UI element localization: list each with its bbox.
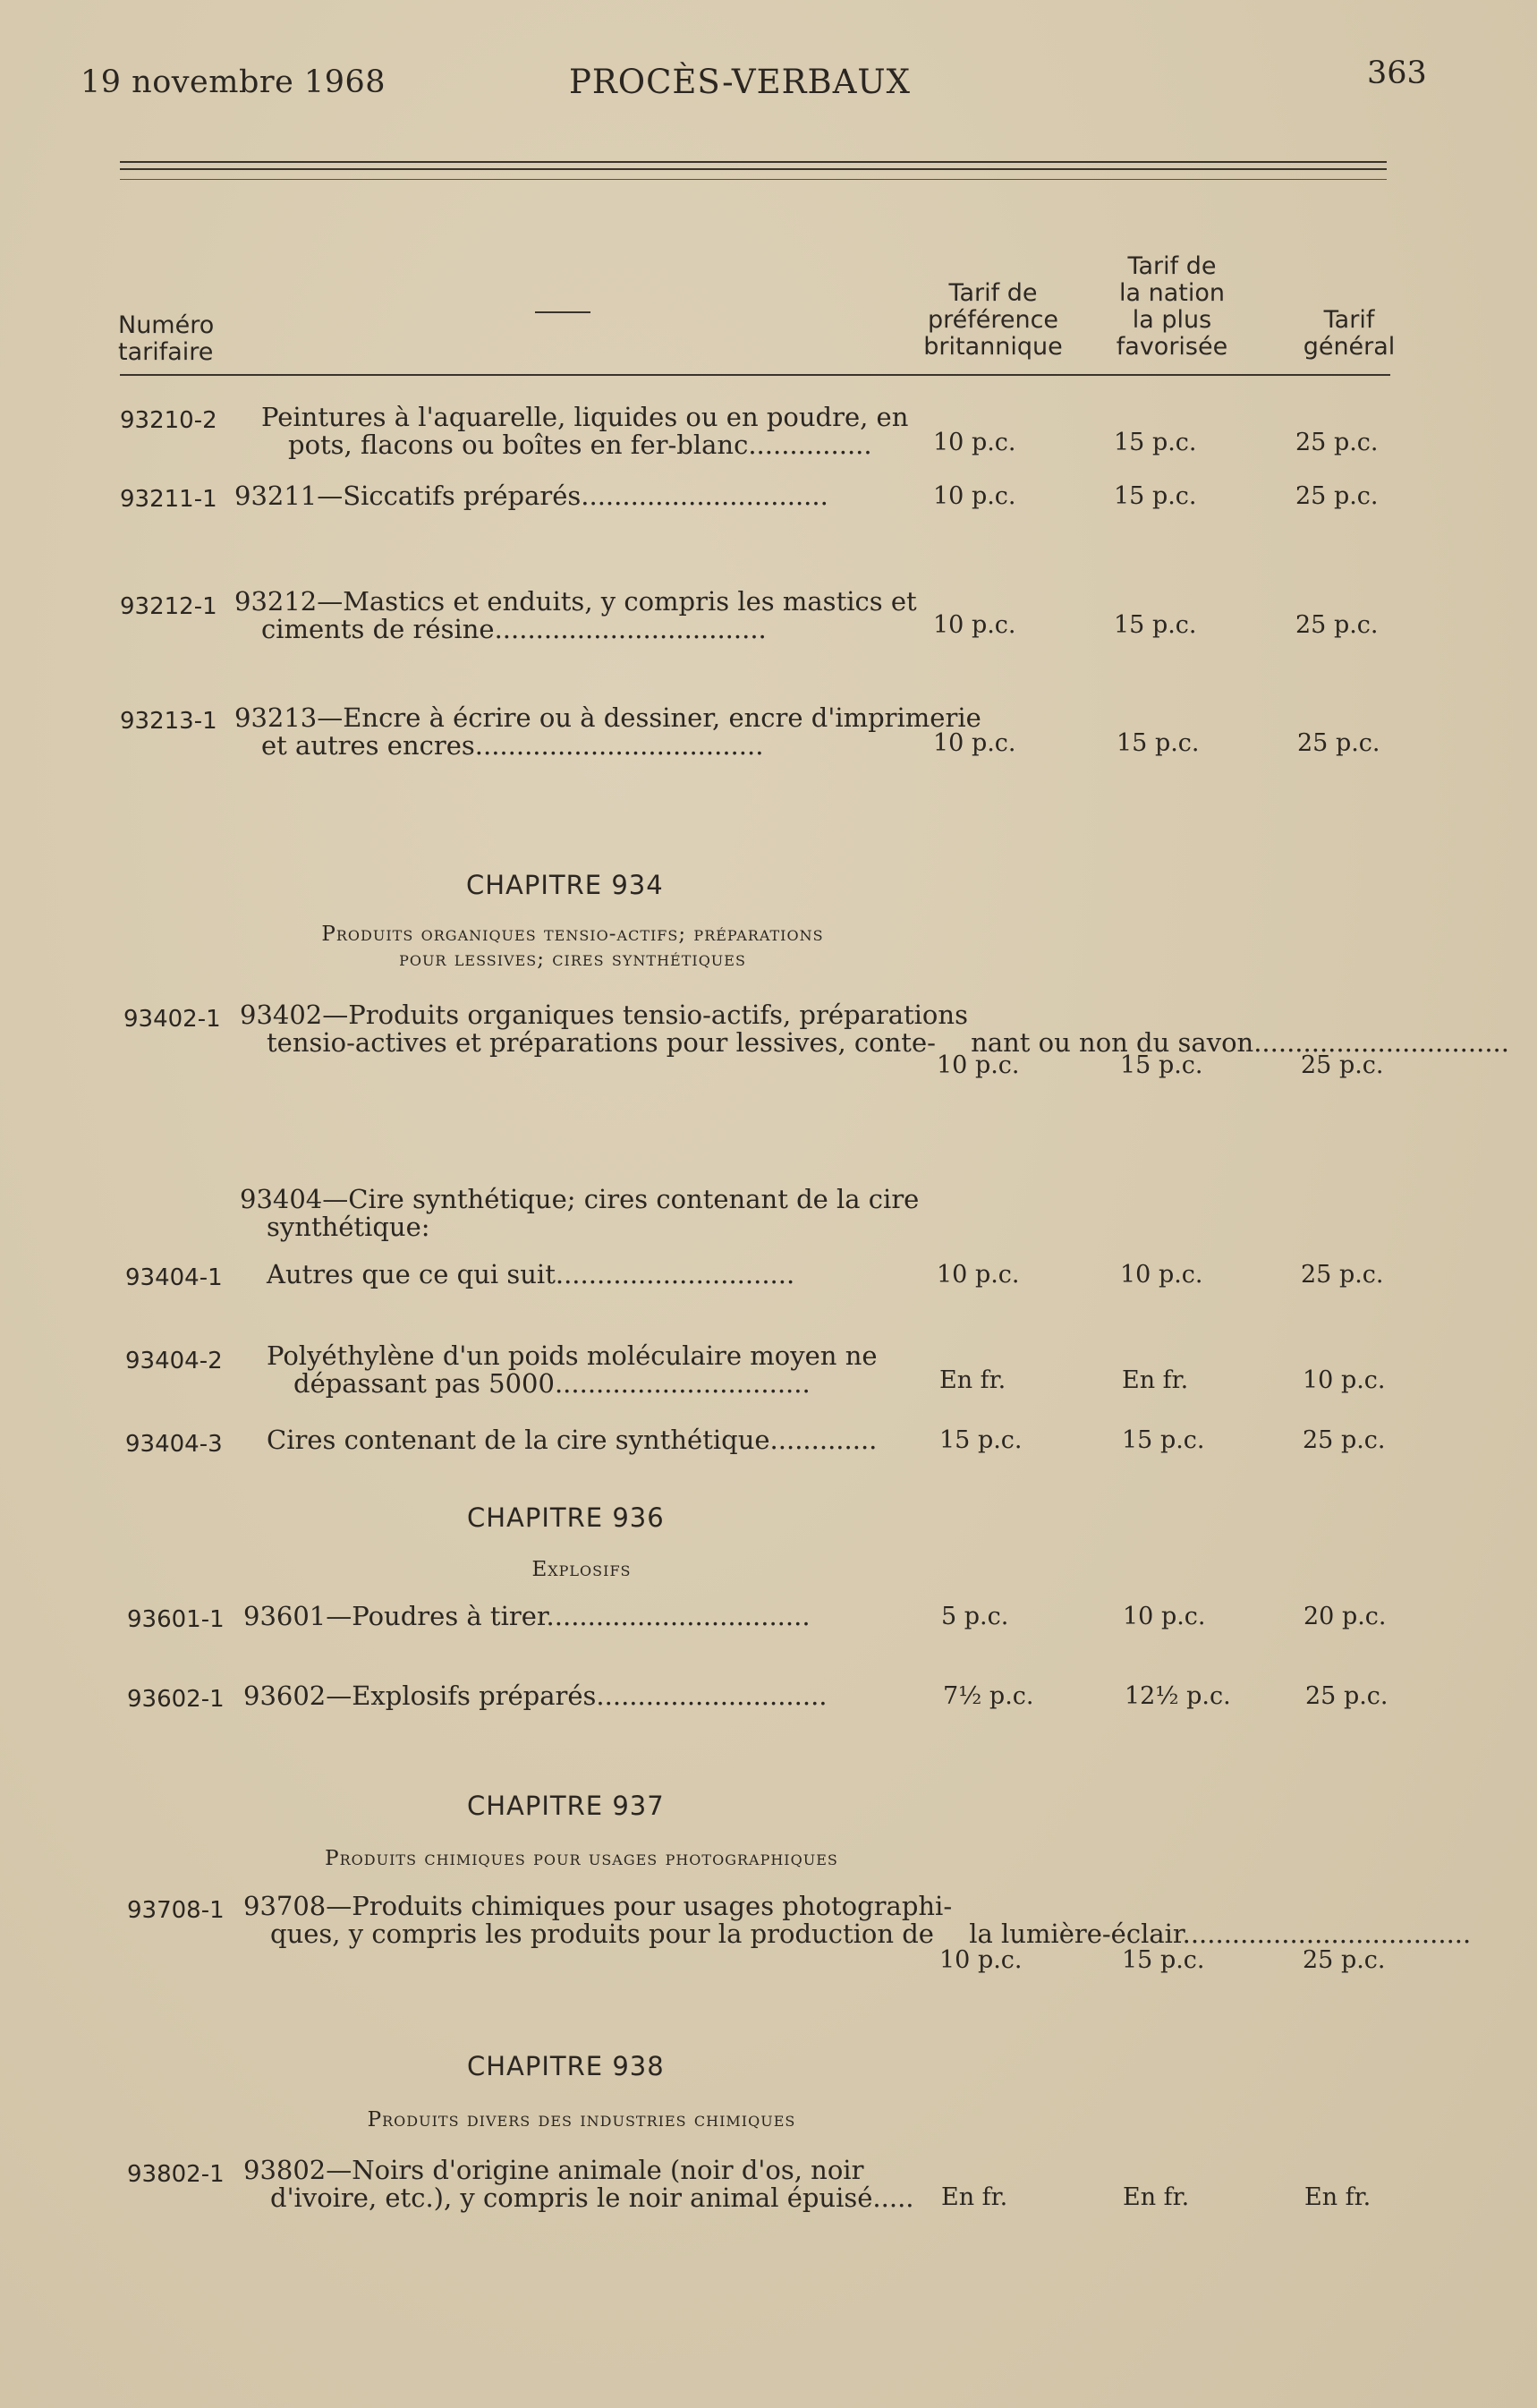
preferential-rate: 10 p.c.: [933, 611, 1016, 639]
mfn-rate: 15 p.c.: [1117, 729, 1200, 757]
mfn-rate: 12½ p.c.: [1125, 1682, 1231, 1710]
chapter-heading: CHAPITRE 936: [467, 1502, 665, 1533]
tariff-number: 93210-2: [120, 407, 217, 434]
chapter-subtitle-line: Produits divers des industries chimiques: [367, 2108, 796, 2131]
general-rate: 25 p.c.: [1305, 1682, 1388, 1710]
general-rate: 20 p.c.: [1303, 1603, 1387, 1630]
tariff-description: [234, 588, 917, 643]
tariff-number: 93802-1: [127, 2161, 225, 2188]
preferential-rate: 5 p.c.: [941, 1603, 1009, 1630]
general-rate: 25 p.c.: [1301, 1261, 1384, 1289]
tariff-description: [234, 704, 981, 760]
description-line: 93213—Encre à écrire ou à dessiner, encre d'imprimerie: [234, 702, 981, 733]
mfn-rate: 10 p.c.: [1120, 1261, 1203, 1289]
column-header-mfn: [1100, 253, 1244, 361]
description-line: synthétique:: [267, 1212, 430, 1242]
column-header-preferential: [913, 280, 1074, 361]
general-rate: 25 p.c.: [1297, 729, 1380, 757]
chapter-subtitle: [233, 1557, 930, 1582]
preferential-rate: En fr.: [939, 1366, 1006, 1394]
chapter-subtitle-line: Produits organiques tensio-actifs; préparations: [321, 923, 824, 946]
description-line: 93802—Noirs d'origine animale (noir d'os, noir: [243, 2155, 864, 2185]
tariff-description: [234, 482, 828, 510]
mfn-rate: 15 p.c.: [1114, 429, 1197, 456]
page-number: 363: [1367, 55, 1427, 91]
column-header-mfn-line: la nation: [1118, 279, 1225, 307]
header-rule-bottom: [120, 179, 1387, 180]
description-line: dépassant pas 5000...............................: [293, 1368, 811, 1399]
tariff-number: 93602-1: [127, 1686, 225, 1713]
chapter-subtitle: [233, 1846, 930, 1871]
running-head-date: 19 novembre 1968: [81, 64, 386, 100]
mfn-rate: 10 p.c.: [1123, 1603, 1206, 1630]
chapter-subtitle: [233, 922, 913, 972]
description-line: 93601—Poudres à tirer................................: [243, 1601, 811, 1631]
tariff-description: [267, 1426, 877, 1454]
tariff-number: 93404-1: [125, 1264, 223, 1291]
general-rate: 25 p.c.: [1303, 1946, 1386, 1974]
preferential-rate: 10 p.c.: [937, 1051, 1020, 1079]
column-header-number: [118, 312, 214, 366]
tariff-number: 93402-1: [123, 1006, 221, 1033]
column-header-general-line: général: [1303, 333, 1396, 361]
column-header-preferential-line: Tarif de: [948, 279, 1038, 307]
chapter-subtitle-line: Produits chimiques pour usages photographiques: [325, 1847, 838, 1870]
description-line: Polyéthylène d'un poids moléculaire moyen ne: [267, 1340, 878, 1371]
mfn-rate: 15 p.c.: [1114, 611, 1197, 639]
description-line: Autres que ce qui suit.............................: [267, 1259, 795, 1289]
description-line: nant ou non du savon...............................: [971, 1027, 1509, 1058]
preferential-rate: 10 p.c.: [933, 429, 1016, 456]
header-rule-top: [120, 161, 1387, 163]
description-line: la lumière-éclair...................................: [969, 1919, 1472, 1949]
preferential-rate: 10 p.c.: [937, 1261, 1020, 1289]
column-header-general: [1286, 307, 1412, 361]
column-header-mfn-line: favorisée: [1116, 333, 1228, 361]
mfn-rate: 15 p.c.: [1120, 1051, 1203, 1079]
tariff-description: [243, 1603, 811, 1630]
tariff-description: [243, 1682, 828, 1710]
tariff-description: [261, 404, 908, 459]
preferential-rate: 7½ p.c.: [943, 1682, 1034, 1710]
tariff-description: [243, 1893, 1471, 1948]
tariff-number: 93404-3: [125, 1431, 223, 1458]
tariff-number: 93404-2: [125, 1348, 223, 1374]
tariff-number: 93708-1: [127, 1897, 225, 1924]
column-header-preferential-line: britannique: [923, 333, 1063, 361]
tariff-description: [243, 2157, 914, 2212]
tariff-number: 93211-1: [120, 486, 217, 513]
tariff-description: [267, 1261, 794, 1289]
chapter-subtitle-line: Explosifs: [531, 1558, 632, 1581]
tariff-number: 93601-1: [127, 1606, 225, 1633]
column-header-dash: [535, 311, 590, 313]
description-line: Cires contenant de la cire synthétique.............: [267, 1425, 878, 1455]
tariff-description: [267, 1342, 878, 1398]
chapter-heading: CHAPITRE 937: [467, 1791, 665, 1821]
preferential-rate: 15 p.c.: [939, 1426, 1023, 1454]
mfn-rate: 15 p.c.: [1114, 482, 1197, 510]
description-line: d'ivoire, etc.), y compris le noir animal épuisé.....: [270, 2183, 914, 2213]
running-head-title: PROCÈS-VERBAUX: [569, 63, 911, 101]
tariff-number: 93213-1: [120, 708, 217, 735]
preferential-rate: En fr.: [941, 2183, 1008, 2211]
preferential-rate: 10 p.c.: [933, 729, 1016, 757]
description-line: 93211—Siccatifs préparés..............................: [234, 481, 828, 511]
tariff-description: [240, 1001, 1509, 1057]
general-rate: 10 p.c.: [1303, 1366, 1386, 1394]
description-line: 93212—Mastics et enduits, y compris les mastics et: [234, 586, 917, 617]
preferential-rate: 10 p.c.: [933, 482, 1016, 510]
column-header-general-line: Tarif: [1323, 306, 1375, 334]
description-line: pots, flacons ou boîtes en fer-blanc...............: [288, 430, 872, 460]
column-header-mfn-line: la plus: [1132, 306, 1212, 334]
description-line: 93402—Produits organiques tensio-actifs, préparations: [240, 1000, 968, 1030]
general-rate: 25 p.c.: [1303, 1426, 1386, 1454]
column-header-number-line: Numéro: [118, 311, 215, 339]
chapter-heading: CHAPITRE 934: [466, 870, 664, 900]
general-rate: 25 p.c.: [1295, 482, 1379, 510]
chapter-heading: CHAPITRE 938: [467, 2051, 665, 2081]
general-rate: 25 p.c.: [1295, 611, 1379, 639]
general-rate: 25 p.c.: [1301, 1051, 1384, 1079]
tariff-description: [240, 1186, 919, 1241]
description-line: Peintures à l'aquarelle, liquides ou en poudre, en: [261, 402, 909, 432]
mfn-rate: 15 p.c.: [1122, 1426, 1205, 1454]
description-line: 93404—Cire synthétique; cires contenant de la cire: [240, 1184, 920, 1214]
description-line: et autres encres...................................: [261, 730, 764, 761]
tariff-number: 93212-1: [120, 593, 217, 620]
description-line: 93602—Explosifs préparés............................: [243, 1680, 828, 1711]
description-line: tensio-actives et préparations pour lessives, conte-: [267, 1027, 936, 1058]
mfn-rate: 15 p.c.: [1122, 1946, 1205, 1974]
chapter-subtitle: [233, 2107, 930, 2132]
mfn-rate: En fr.: [1123, 2183, 1190, 2211]
column-header-rule: [120, 374, 1390, 376]
description-line: ciments de résine.................................: [261, 614, 767, 644]
description-line: 93708—Produits chimiques pour usages photographi-: [243, 1891, 953, 1921]
chapter-subtitle-line: pour lessives; cires synthétiques: [399, 948, 746, 971]
mfn-rate: En fr.: [1122, 1366, 1189, 1394]
column-header-number-line: tarifaire: [118, 338, 214, 366]
header-rule-middle: [120, 168, 1387, 170]
general-rate: En fr.: [1304, 2183, 1371, 2211]
general-rate: 25 p.c.: [1295, 429, 1379, 456]
column-header-mfn-line: Tarif de: [1127, 252, 1217, 280]
preferential-rate: 10 p.c.: [939, 1946, 1023, 1974]
description-line: ques, y compris les produits pour la production de: [270, 1919, 934, 1949]
column-header-preferential-line: préférence: [927, 306, 1059, 334]
